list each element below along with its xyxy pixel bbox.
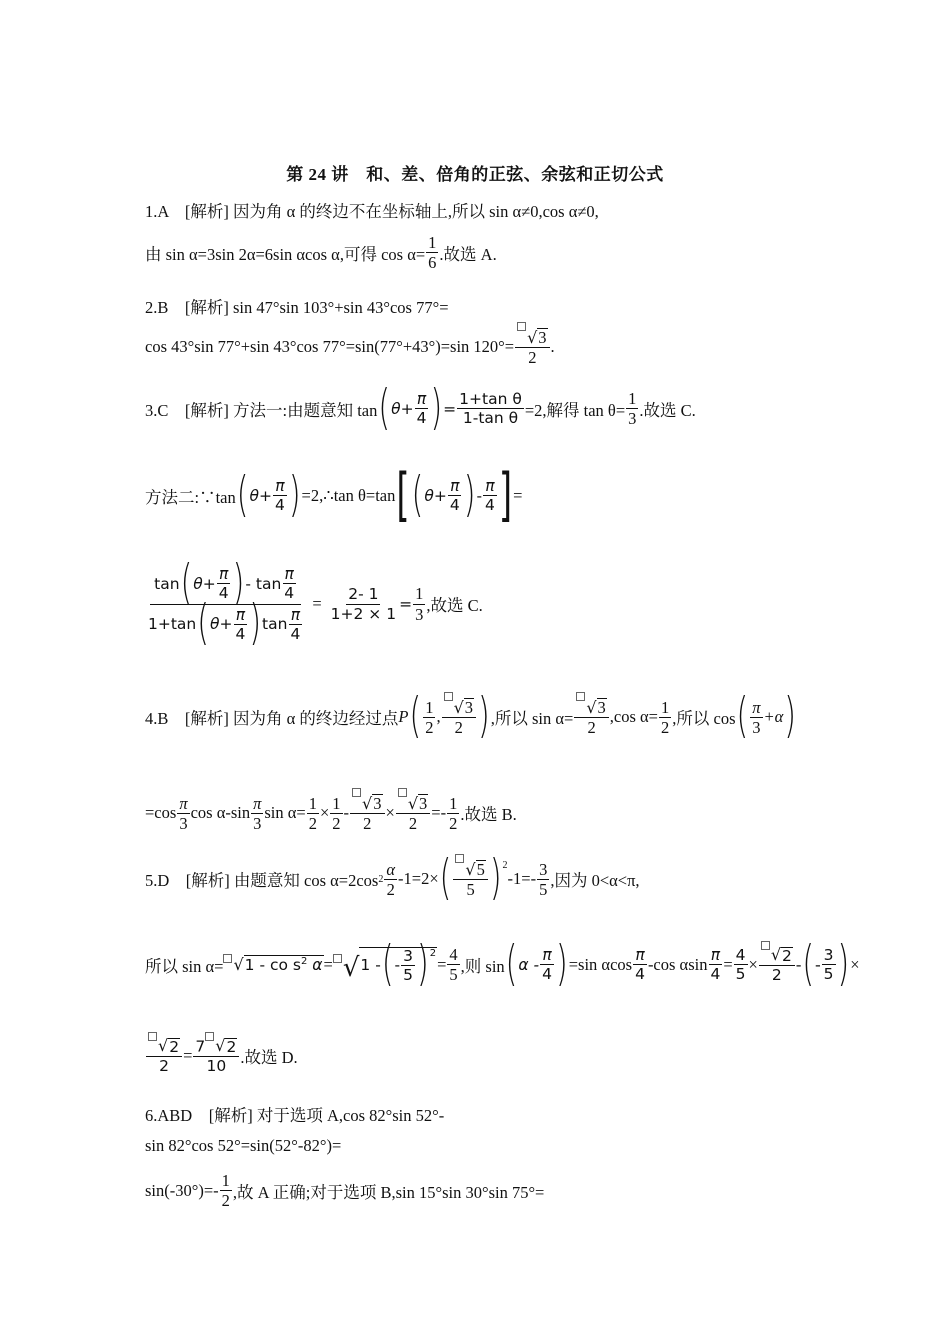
q2-line1 — [145, 294, 449, 318]
q5-head: 5.D [解析] 由题意知 cos α=2cos — [145, 871, 379, 891]
fraction: √ 3 2 — [515, 328, 549, 367]
q1-line1 — [145, 198, 599, 222]
point-p: P — [398, 707, 409, 727]
theta-plus: θ+ — [391, 399, 414, 418]
page-title: 第 24 讲 和、差、倍角的正弦、余弦和正切公式 — [286, 165, 664, 184]
q5-line1: 5.D [解析] 由题意知 cos α=2cos 2 $\frac{\alpha}{2}$ -1=2× ( √ 5 5 ) $^2$ -1=- $\frac{3}{5}$ ,因为 0<α<π, — [145, 850, 640, 907]
q6-line3: sin(-30°)=- $\frac{1}{2}$ ,故 A 正确;对于选项 B,sin 15°sin 30°sin 75°= — [145, 1171, 545, 1211]
q6-line1 — [145, 1102, 444, 1126]
fraction: $\frac{4}{5}$ — [735, 946, 746, 984]
q3-line1: 3.C [解析] 方法一:由题意知 tan ( θ+ $\frac{\pi}{4}$ ) = $\frac{\text{1+tan θ}}{\text{1-tan θ}}$ =2,解得 tan θ= $\frac{1}{3}$ .故选 C. — [145, 380, 696, 437]
fraction: $\frac{2- 1}{1+2 \times 1}$ — [330, 585, 397, 623]
fraction: $\frac{\pi}{4}$ — [710, 946, 721, 984]
q6-line2 — [145, 1136, 341, 1156]
fraction: $\frac{\pi}{3}$ — [752, 697, 761, 737]
fraction: $\frac{1}{3}$ — [415, 584, 424, 624]
equals: = — [399, 595, 413, 614]
q2-text: cos 43°sin 77°+sin 43°cos 77°=sin(77°+43°)=sin 120°= — [145, 337, 515, 357]
q3-tail: .故选 C. — [639, 400, 696, 420]
q1-text: 由 sin α=3sin 2α=6sin αcos α,可得 cos α= — [145, 244, 426, 264]
fraction: $\frac{\text{1+tan θ}}{\text{1-tan θ}}$ — [459, 390, 522, 428]
q3-head: 3.C [解析] 方法一:由题意知 tan — [145, 400, 378, 420]
q3-line2: 方法二:∵tan ( θ+ $\frac{\pi}{4}$ ) =2,∴tan θ=tan [ ( θ+ $\frac{\pi}{4}$ ) - $\frac{\pi}{4}$ ] = — [145, 461, 523, 530]
fraction: √ 3 2 — [442, 698, 476, 737]
q6-head: 6.ABD [解析] 对于选项 A,cos 82°sin 52°- — [145, 1106, 445, 1125]
q4-m3: ,所以 cos — [672, 709, 736, 729]
q6-text: sin 82°cos 52°=sin(52°-82°)= — [145, 1136, 342, 1155]
q3-method2: 方法二:∵tan — [145, 487, 236, 507]
fraction: √ 3 2 — [574, 698, 608, 737]
sqrt-expression: √ 1 - ( - $\frac{3}{5}$ ) $^2$ — [342, 936, 437, 993]
q3-mid: =2,解得 tan θ= — [524, 400, 626, 420]
fraction: $\frac{4}{5}$ — [449, 945, 458, 985]
q2-head: 2.B [解析] sin 47°sin 103°+sin 43°cos 77°= — [145, 298, 449, 317]
period: . — [550, 337, 555, 357]
q4-head: 4.B [解析] 因为角 α 的终边经过点 — [145, 709, 399, 729]
q4-line2: =cos $\frac{\pi}{3}$ cos α-sin $\frac{\pi}{3}$ sin α= $\frac{1}{2}$ × $\frac{1}{2}$ - √ 3 2 × √ 3 2 =- $\frac{1}{2}$ .故选 B. — [145, 794, 517, 833]
fraction: √ 2 2 — [146, 1038, 182, 1075]
fraction: $\frac{\pi}{4}$ — [542, 946, 553, 984]
fraction: $\frac{\pi}{4}$ — [635, 946, 645, 984]
fraction: $\frac{\pi}{4}$ — [449, 477, 460, 515]
fraction: $\frac{\alpha}{2}$ — [386, 859, 396, 899]
q1-head: 1.A [解析] 因为角 α 的终边不在坐标轴上,所以 sin α≠0,cos α≠0, — [145, 202, 599, 221]
fraction: $\frac{1}{2}$ — [332, 793, 341, 833]
q5-line3: √ 2 2 = 7 √ 2 10 .故选 D. — [145, 1038, 298, 1075]
q3-m2-mid: =2,∴tan θ=tan — [301, 485, 396, 505]
fraction: $\frac{1}{2}$ — [221, 1171, 230, 1211]
fraction: $\frac{3}{5}$ — [539, 859, 548, 899]
fraction: $\frac{\pi}{3}$ — [179, 793, 188, 833]
big-fraction: tan ( θ+ $\frac{\pi}{4}$ ) - tan $\frac{\pi}{4}$ 1+tan ( θ+ $\frac{\pi}{4}$ ) tan $\frac{\pi}{4}$ — [148, 554, 301, 652]
q4-m2: ,cos α= — [609, 707, 658, 727]
q1-tail: .故选 A. — [439, 244, 497, 264]
q3-line3 — [145, 554, 483, 652]
fraction: $\frac{3}{5}$ — [823, 946, 834, 984]
q4-m1: ,所以 sin α= — [490, 709, 574, 729]
sqrt-expression: √ 1 - co $s^2$ α — [233, 955, 323, 975]
fraction: $\frac{1}{2}$ — [661, 697, 670, 737]
fraction: √ 3 2 — [396, 794, 430, 833]
fraction: $\frac{1}{3}$ — [628, 389, 637, 429]
q5-line2: 所以 sin α= √ 1 - co $s^2$ α = √ 1 - ( - $\frac{3}{5}$ ) $^2$ = $\frac{4}{5}$ ,则 sin ( α - $\frac{\pi}{4}$ ) =sin αcos $\frac{\pi}{4}$ -cos αsin $\frac{\pi}{4}$ = $\frac{4}{5}$ × √ 2 2 - ( - $\frac{3}{5}$ ) × — [145, 936, 860, 993]
fraction: √ 3 2 — [350, 794, 384, 833]
fraction: $\frac{1}{2}$ — [449, 793, 458, 833]
q4-line1: 4.B [解析] 因为角 α 的终边经过点 P ( $\frac{1}{2}$ , √ 3 2 ) ,所以 sin α= √ 3 2 ,cos α= $\frac{1}{2}$ ,所以 cos ( $\frac{\pi}{3}$ +α ) — [145, 688, 797, 745]
fraction: 7 √ 2 10 — [193, 1038, 239, 1075]
q1-line2 — [145, 234, 497, 272]
fraction: $\frac{\pi}{4}$ — [416, 390, 427, 428]
equals: = — [513, 485, 523, 505]
minus: - — [476, 486, 483, 505]
q2-line2 — [145, 328, 555, 367]
fraction: √ 5 5 — [453, 860, 487, 899]
fraction: $\frac{\pi}{3}$ — [253, 793, 262, 833]
theta-plus: θ+ — [249, 486, 272, 505]
equals: = — [443, 399, 457, 418]
fraction: $\frac{1}{6}$ — [428, 233, 437, 273]
fraction: $\frac{\pi}{4}$ — [485, 477, 495, 515]
fraction: $\frac{\pi}{4}$ — [274, 477, 285, 515]
q3-final: ,故选 C. — [426, 596, 483, 616]
fraction: $\frac{1}{2}$ — [308, 793, 317, 833]
theta-plus: θ+ — [424, 486, 447, 505]
fraction: $\frac{1}{2}$ — [425, 697, 434, 737]
fraction: √ 2 2 — [759, 947, 795, 984]
equals: = — [312, 594, 322, 614]
